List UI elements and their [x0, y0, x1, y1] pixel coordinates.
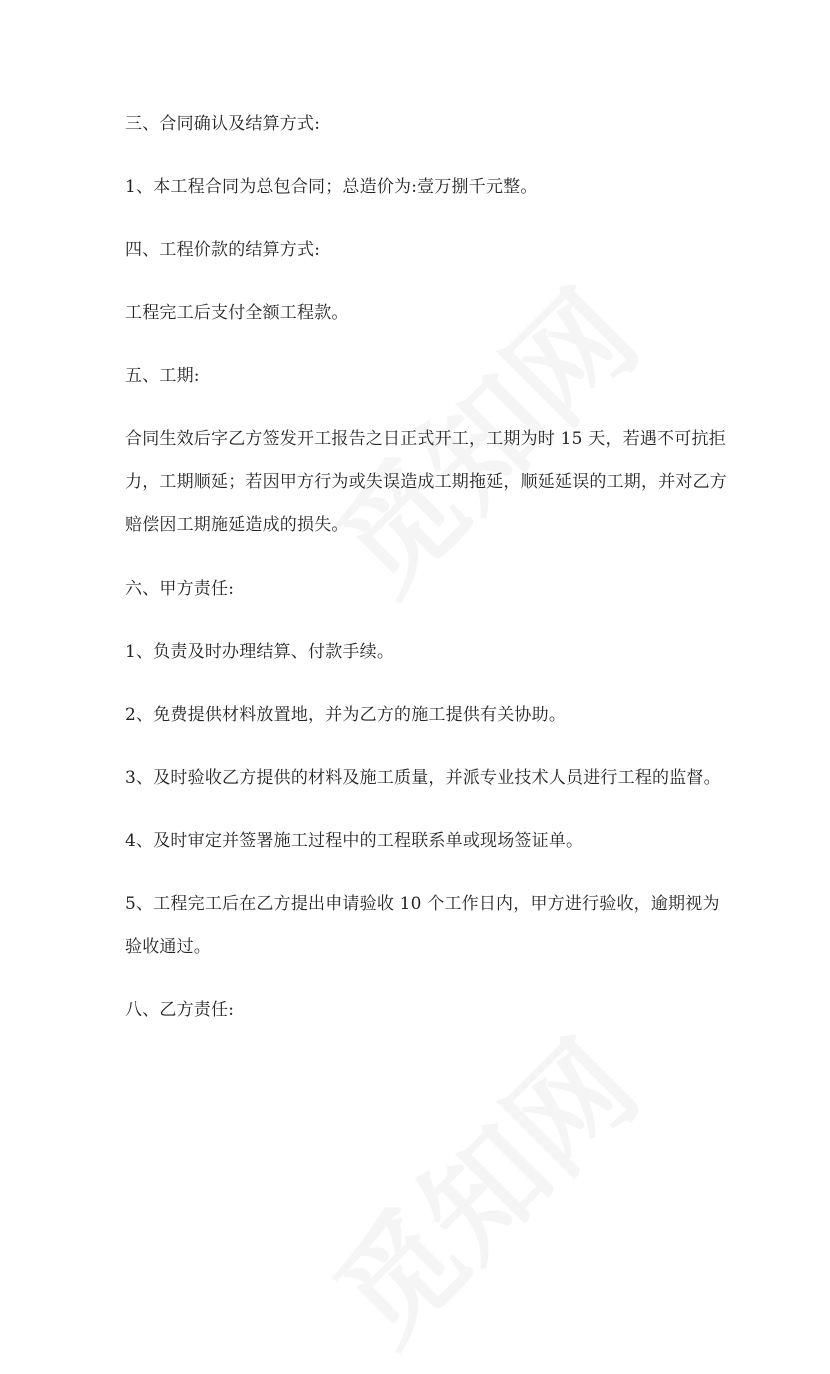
section-heading-contract-settlement: 三、合同确认及结算方式:: [125, 114, 321, 134]
list-item-party-a-3: 3、及时验收乙方提供的材料及施工质量，并派专业技术人员进行工程的监督。: [125, 768, 721, 788]
paragraph-payment: 工程完工后支付全额工程款。: [125, 303, 349, 323]
paragraph-duration-line3: 赔偿因工期施延造成的损失。: [125, 515, 349, 535]
list-item-party-a-2: 2、免费提供材料放置地，并为乙方的施工提供有关协助。: [125, 705, 567, 725]
section-heading-party-b: 八、乙方责任:: [125, 1000, 235, 1020]
section-heading-party-a: 六、甲方责任:: [125, 579, 235, 599]
paragraph-total-price: 1、本工程合同为总包合同；总造价为:壹万捌千元整。: [125, 177, 538, 197]
list-item-party-a-5-line2: 验收通过。: [125, 937, 211, 957]
list-item-party-a-4: 4、及时审定并签署施工过程中的工程联系单或现场签证单。: [125, 831, 584, 851]
paragraph-duration-line2: 力，工期顺延；若因甲方行为或失误造成工期拖延，顺延延误的工期，并对乙方: [125, 472, 727, 492]
list-item-party-a-1: 1、负责及时办理结算、付款手续。: [125, 642, 395, 662]
paragraph-duration-line1: 合同生效后字乙方签发开工报告之日正式开工，工期为时 15 天，若遇不可抗拒: [125, 429, 726, 449]
list-item-party-a-5-line1: 5、工程完工后在乙方提出申请验收 10 个工作日内，甲方进行验收，逾期视为: [125, 894, 720, 914]
section-heading-price-settlement: 四、工程价款的结算方式:: [125, 240, 321, 260]
watermark: [292, 998, 668, 1374]
section-heading-duration: 五、工期:: [125, 366, 200, 386]
